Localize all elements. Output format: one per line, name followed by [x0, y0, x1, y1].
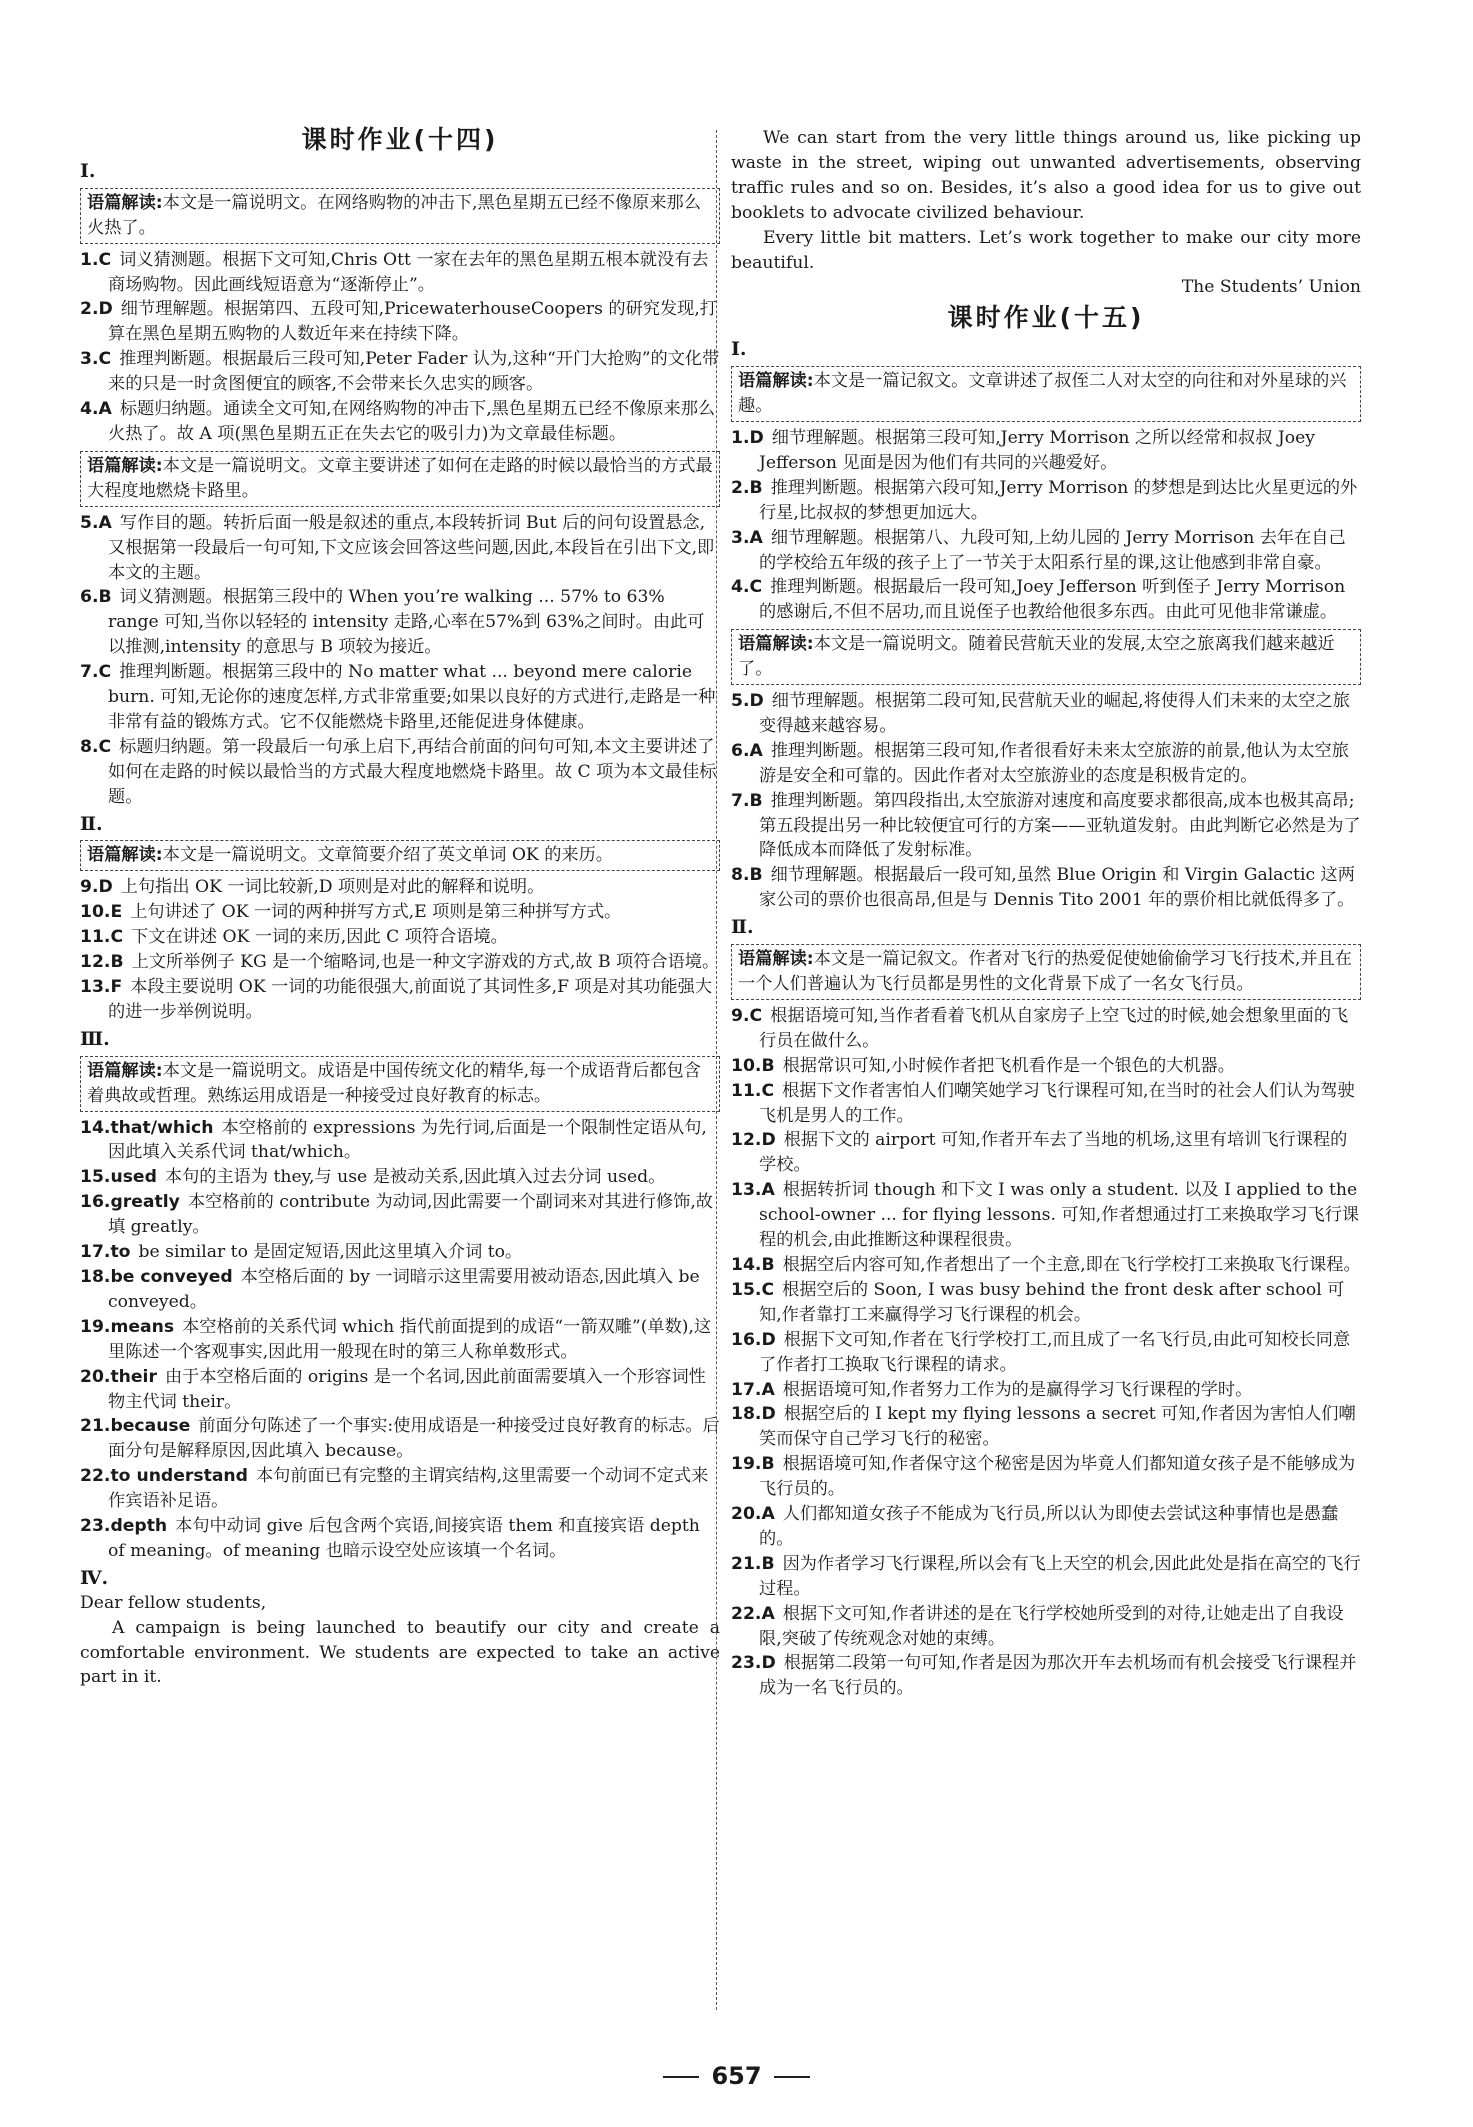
answer-key: B: [749, 865, 763, 886]
answer-key: B: [761, 1553, 775, 1574]
summary-label: 语篇解读:: [87, 845, 163, 866]
answer-key: to: [110, 1242, 131, 1263]
answer-item: [731, 1651, 1361, 1701]
explanation-text: 上句指出 OK 一词比较新,D 项则是对此的解释和说明。: [120, 877, 545, 898]
answer-item: [80, 1116, 720, 1166]
summary-text: 本文是一篇记叙文。作者对飞行的热爱促使她偷偷学习飞行技术,并且在一个人们普遍认为飞行员都是男性的文化背景下成了一名女飞行员。: [738, 949, 1352, 994]
answer-item: [731, 1402, 1361, 1452]
explanation-text: 根据转折词 though 和下文 I was only a student. 以及 I applied to the school-owner ... for flying lessons. 可知,作者想通过打工来换取学习飞行课程的机会,由此推断这种课程很贵。: [759, 1180, 1360, 1251]
answer-key: C: [98, 662, 112, 683]
question-number: 20.: [80, 1366, 111, 1387]
question-number: 8.: [731, 865, 750, 886]
question-number: 9.: [80, 877, 99, 898]
answer-key: greatly: [110, 1192, 180, 1213]
answer-key: B: [761, 1055, 775, 1076]
answer-key: A: [749, 740, 763, 761]
answer-item: [731, 1004, 1361, 1054]
summary-label: 语篇解读:: [87, 192, 163, 213]
summary-text: 本文是一篇说明文。成语是中国传统文化的精华,每一个成语背后都包含着典故或哲理。熟练运用成语是一种接受过良好教育的标志。: [87, 1060, 701, 1106]
summary-text: 本文是一篇说明文。文章主要讲述了如何在走路的时候以最恰当的方式最大程度地燃烧卡路里。: [87, 455, 713, 501]
summary-text: 本文是一篇说明文。在网络购物的冲击下,黑色星期五已经不像原来那么火热了。: [87, 192, 701, 238]
question-number: 13.: [80, 977, 111, 997]
question-number: 22.: [80, 1466, 111, 1487]
explanation-text: 推理判断题。根据第三段中的 No matter what ... beyond mere calorie burn. 可知,无论你的速度怎样,方式非常重要;如果以良好的方式进行,走路是一种非常有益的锻炼方式。它不仅能燃烧卡路里,还能促进身体健康。: [108, 662, 716, 732]
answer-key: F: [110, 977, 123, 997]
explanation-text: 上文所举例子 KG 是一个缩略词,也是一种文字游戏的方式,故 B 项符合语境。: [131, 952, 720, 973]
part-label: Ⅳ.: [80, 1566, 109, 1589]
summary-label: 语篇解读:: [738, 371, 814, 392]
passage-summary-box: [731, 944, 1361, 1000]
question-number: 10.: [731, 1055, 762, 1076]
question-number: 7.: [80, 662, 99, 683]
question-number: 17.: [80, 1242, 111, 1263]
explanation-text: 本空格前的关系代词 which 指代前面提到的成语“一箭双雕”(单数),这里陈述一个客观事实,因此用一般现在时的第三人称单数形式。: [108, 1316, 712, 1362]
answer-item: [80, 1514, 720, 1564]
question-number: 23.: [80, 1516, 111, 1537]
letter-salutation: Dear fellow students,: [80, 1592, 267, 1613]
explanation-text: 推理判断题。根据最后一段可知,Joey Jefferson 听到侄子 Jerry Morrison 的感谢后,不但不居功,而且说侄子也教给他很多东西。由此可见他非常谦虚。: [759, 577, 1346, 623]
question-number: 13.: [731, 1180, 762, 1201]
page-number: [0, 2062, 1473, 2090]
answer-item: [80, 1165, 720, 1190]
answer-item: [731, 1502, 1361, 1552]
summary-text: 本文是一篇说明文。文章简要介绍了英文单词 OK 的来历。: [162, 845, 613, 866]
answer-list: [80, 511, 720, 810]
answer-item: [731, 1278, 1361, 1328]
explanation-text: 细节理解题。根据第四、五段可知,PricewaterhouseCoopers 的研究发现,打算在黑色星期五购物的人数近年来在持续下降。: [108, 299, 717, 345]
answer-key: C: [761, 1279, 775, 1300]
question-number: 7.: [731, 790, 750, 811]
answer-key: A: [761, 1603, 775, 1624]
answer-item: [80, 1240, 720, 1265]
explanation-text: 前面分句陈述了一个事实:使用成语是一种接受过良好教育的标志。后面分句是解释原因,因此填入 because。: [108, 1416, 720, 1462]
question-number: 15.: [80, 1167, 111, 1188]
explanation-text: 根据语境可知,作者努力工作为的是赢得学习飞行课程的学时。: [782, 1379, 1253, 1400]
answer-list: [80, 248, 720, 447]
right-column: [731, 126, 1361, 1701]
explanation-text: 本空格后面的 by 一词暗示这里需要用被动语态,因此填入 be conveyed。: [108, 1266, 700, 1312]
question-number: 11.: [80, 927, 111, 948]
answer-item: [80, 297, 720, 347]
explanation-text: 根据空后的 I kept my flying lessons a secret 可知,作者因为害怕人们嘲笑而保守自己学习飞行的秘密。: [759, 1404, 1356, 1450]
passage-summary-box: [80, 451, 720, 507]
answer-key: because: [110, 1416, 191, 1437]
question-number: 11.: [731, 1080, 762, 1101]
answer-key: depth: [110, 1516, 168, 1537]
answer-item: [80, 735, 720, 810]
answer-key: B: [761, 1254, 775, 1275]
explanation-text: 根据下文作者害怕人们嘲笑她学习飞行课程可知,在当时的社会人们认为驾驶飞机是男人的工作。: [759, 1080, 1355, 1126]
answer-item: [731, 1079, 1361, 1129]
answer-item: [80, 248, 720, 298]
answer-list: [80, 875, 720, 1024]
answer-item: [731, 689, 1361, 739]
question-number: 5.: [80, 512, 99, 533]
letter-signature: The Students’ Union: [1181, 277, 1361, 298]
answer-item: [80, 1315, 720, 1365]
section-title-15: 课时作业(十五): [947, 303, 1145, 333]
answer-item: [80, 1464, 720, 1514]
summary-label: 语篇解读:: [738, 634, 814, 655]
question-number: 22.: [731, 1603, 762, 1624]
question-number: 16.: [731, 1329, 762, 1350]
question-number: 21.: [731, 1553, 762, 1574]
answer-key: D: [761, 1653, 776, 1674]
answer-item: [731, 863, 1361, 913]
explanation-text: 根据常识可知,小时候作者把飞机看作是一个银色的大机器。: [782, 1055, 1235, 1076]
passage-summary-box: [80, 188, 720, 244]
answer-key: C: [98, 736, 112, 757]
answer-key: A: [761, 1180, 775, 1201]
answer-key: C: [110, 927, 124, 948]
question-number: 16.: [80, 1192, 111, 1213]
explanation-text: 根据下文可知,作者讲述的是在飞行学校她所受到的对待,让她走出了自我设限,突破了传统观念对她的束缚。: [759, 1603, 1344, 1649]
passage-summary-box: [80, 1056, 720, 1112]
answer-key: C: [98, 349, 112, 370]
answer-item: [731, 1602, 1361, 1652]
answer-key: A: [761, 1504, 775, 1525]
answer-item: [731, 575, 1361, 625]
question-number: 6.: [80, 587, 99, 608]
column-divider: [716, 130, 717, 2010]
part-label: Ⅱ.: [731, 916, 754, 939]
summary-label: 语篇解读:: [87, 1060, 163, 1081]
explanation-text: 标题归纳题。第一段最后一句承上启下,再结合前面的问句可知,本文主要讲述了如何在走路的时候以最恰当的方式最大程度地燃烧卡路里。故 C 项为本文最佳标题。: [108, 736, 717, 807]
question-number: 19.: [80, 1316, 111, 1337]
answer-item: [731, 1253, 1361, 1278]
question-number: 12.: [80, 952, 111, 973]
question-number: 20.: [731, 1504, 762, 1525]
page-number-value: 657: [711, 2062, 762, 2090]
question-number: 19.: [731, 1454, 762, 1475]
explanation-text: 根据第二段第一句可知,作者是因为那次开车去机场而有机会接受飞行课程并成为一名飞行员的。: [759, 1653, 1357, 1699]
question-number: 3.: [80, 349, 99, 370]
question-number: 18.: [731, 1404, 762, 1425]
question-number: 1.: [80, 249, 99, 270]
answer-key: used: [110, 1167, 157, 1188]
explanation-text: 词义猜测题。根据第三段中的 When you’re walking ... 57% to 63% range 可知,当你以轻轻的 intensity 走路,心率在57%到 63%之间时。由此可以推测,intensity 的意思与 B 项较为接近。: [108, 587, 705, 658]
answer-key: A: [98, 399, 112, 420]
explanation-text: 细节理解题。根据第八、九段可知,上幼儿园的 Jerry Morrison 去年在自己的学校给五年级的孩子上了一节关于太阳系行星的课,这让他感到非常自豪。: [759, 527, 1346, 573]
answer-item: [80, 900, 720, 925]
answer-key: D: [749, 427, 764, 448]
answer-item: [731, 1128, 1361, 1178]
answer-key: C: [749, 577, 763, 598]
answer-item: [731, 1378, 1361, 1403]
explanation-text: 推理判断题。根据第六段可知,Jerry Morrison 的梦想是到达比火星更远的外行星,比叔叔的梦想更加远大。: [759, 477, 1358, 523]
explanation-text: 推理判断题。根据第三段可知,作者很看好未来太空旅游的前景,他认为太空旅游是安全和可靠的。因此作者对太空旅游业的态度是积极肯定的。: [759, 740, 1349, 786]
answer-list: [80, 1116, 720, 1564]
answer-item: [80, 347, 720, 397]
question-number: 2.: [80, 299, 99, 320]
explanation-text: 根据下文的 airport 可知,作者开车去了当地的机场,这里有培训飞行课程的学校。: [759, 1130, 1348, 1176]
page-number-dash: [774, 2076, 810, 2078]
question-number: 3.: [731, 527, 750, 548]
explanation-text: 推理判断题。第四段指出,太空旅游对速度和高度要求都很高,成本也极其高昂;第五段提出另一种比较便宜可行的方案——亚轨道发射。由此判断它必然是为了降低成本而降低了发射标准。: [759, 790, 1361, 861]
answer-key: to understand: [110, 1466, 248, 1487]
answer-item: [80, 660, 720, 735]
answer-key: B: [98, 587, 112, 608]
question-number: 10.: [80, 902, 111, 923]
explanation-text: 人们都知道女孩子不能成为飞行员,所以认为即使去尝试这种事情也是愚蠢的。: [759, 1504, 1339, 1549]
answer-key: E: [110, 902, 123, 923]
answer-key: B: [749, 477, 763, 498]
answer-item: [80, 1190, 720, 1240]
answer-key: their: [110, 1366, 157, 1387]
answer-item: [731, 426, 1361, 476]
answer-item: [731, 739, 1361, 789]
answer-key: B: [761, 1454, 775, 1475]
question-number: 8.: [80, 736, 99, 757]
explanation-text: 标题归纳题。通读全文可知,在网络购物的冲击下,黑色星期五已经不像原来那么火热了。故 A 项(黑色星期五正在失去它的吸引力)为文章最佳标题。: [108, 399, 716, 444]
question-number: 23.: [731, 1653, 762, 1674]
page-number-dash: [663, 2076, 699, 2078]
explanation-text: 由于本空格后面的 origins 是一个名词,因此前面需要填入一个形容词性物主代词 their。: [108, 1366, 706, 1412]
answer-key: be conveyed: [110, 1266, 233, 1287]
part-label: Ⅰ.: [80, 159, 96, 182]
answer-key: A: [761, 1379, 775, 1400]
answer-key: B: [110, 952, 124, 973]
question-number: 14.: [731, 1254, 762, 1275]
explanation-text: 细节理解题。根据最后一段可知,虽然 Blue Origin 和 Virgin Galactic 这两家公司的票价也很高昂,但是与 Dennis Tito 2001 年的票价相比就低得多了。: [759, 865, 1355, 911]
answer-key: A: [98, 512, 112, 533]
answer-item: [80, 875, 720, 900]
answer-item: [80, 511, 720, 586]
answer-item: [80, 925, 720, 950]
question-number: 17.: [731, 1379, 762, 1400]
explanation-text: 本段主要说明 OK 一词的功能很强大,前面说了其词性多,F 项是对其功能强大的进一步举例说明。: [108, 977, 713, 1022]
explanation-text: 根据空后的 Soon, I was busy behind the front desk after school 可知,作者靠打工来赢得学习飞行课程的机会。: [759, 1279, 1345, 1325]
letter-paragraph: A campaign is being launched to beautify our city and create a comfortable environment. We students are expected to take an active part in it.: [80, 1617, 720, 1688]
answer-key: means: [110, 1316, 175, 1337]
explanation-text: be similar to 是固定短语,因此这里填入介词 to。: [138, 1242, 523, 1263]
answer-item: [731, 1552, 1361, 1602]
answer-key: C: [98, 249, 112, 270]
passage-summary-box: [80, 840, 720, 871]
part-label: Ⅲ.: [80, 1027, 110, 1050]
summary-label: 语篇解读:: [738, 949, 814, 970]
answer-item: [80, 585, 720, 660]
summary-text: 本文是一篇说明文。随着民营航天业的发展,太空之旅离我们越来越近了。: [738, 634, 1335, 680]
passage-summary-box: [731, 366, 1361, 422]
answer-key: C: [761, 1080, 775, 1101]
letter-paragraph: We can start from the very little things around us, like picking up waste in the street, wiping out unwanted advertisements, observing traffic rules and so on. Besides, it’s also a good idea for us to give out booklets to advocate civilized behaviour.: [731, 128, 1361, 223]
question-number: 6.: [731, 740, 750, 761]
part-label: Ⅰ.: [731, 338, 747, 361]
question-number: 5.: [731, 691, 750, 712]
passage-summary-box: [731, 629, 1361, 685]
question-number: 15.: [731, 1279, 762, 1300]
explanation-text: 词义猜测题。根据下文可知,Chris Ott 一家在去年的黑色星期五根本就没有去商场购物。因此画线短语意为“逐渐停止”。: [108, 249, 709, 295]
answer-item: [731, 1452, 1361, 1502]
answer-key: D: [98, 299, 113, 320]
answer-item: [80, 975, 720, 1025]
answer-key: D: [98, 877, 113, 898]
explanation-text: 根据语境可知,当作者看着飞机从自家房子上空飞过的时候,她会想象里面的飞行员在做什么。: [759, 1005, 1349, 1051]
explanation-text: 本句的主语为 they,与 use 是被动关系,因此填入过去分词 used。: [164, 1167, 666, 1188]
part-label: Ⅱ.: [80, 812, 103, 835]
answer-item: [80, 1265, 720, 1315]
letter-paragraph: Every little bit matters. Let’s work together to make our city more beautiful.: [731, 227, 1361, 273]
answer-item: [731, 1054, 1361, 1079]
explanation-text: 本句中动词 give 后包含两个宾语,间接宾语 them 和直接宾语 depth of meaning。of meaning 也暗示设空处应该填一个名词。: [108, 1516, 700, 1561]
explanation-text: 本空格前的 contribute 为动词,因此需要一个副词来对其进行修饰,故填 greatly。: [108, 1192, 713, 1238]
answer-key: A: [749, 527, 763, 548]
answer-key: that/which: [110, 1117, 214, 1138]
explanation-text: 细节理解题。根据第三段可知,Jerry Morrison 之所以经常和叔叔 Joey Jefferson 见面是因为他们有共同的兴趣爱好。: [759, 427, 1316, 473]
question-number: 4.: [731, 577, 750, 598]
explanation-text: 根据语境可知,作者保守这个秘密是因为毕竟人们都知道女孩子是不能够成为飞行员的。: [759, 1454, 1356, 1500]
explanation-text: 本句前面已有完整的主谓宾结构,这里需要一个动词不定式来作宾语补足语。: [108, 1466, 709, 1512]
question-number: 12.: [731, 1130, 762, 1151]
summary-text: 本文是一篇记叙文。文章讲述了叔侄二人对太空的向往和对外星球的兴趣。: [738, 371, 1347, 417]
explanation-text: 细节理解题。根据第二段可知,民营航天业的崛起,将使得人们未来的太空之旅变得越来越容易。: [759, 691, 1350, 736]
question-number: 9.: [731, 1005, 750, 1026]
answer-item: [731, 1178, 1361, 1253]
explanation-text: 下文在讲述 OK 一词的来历,因此 C 项符合语境。: [131, 927, 508, 948]
question-number: 2.: [731, 477, 750, 498]
left-column: [80, 122, 720, 1690]
answer-item: [731, 789, 1361, 864]
question-number: 1.: [731, 427, 750, 448]
explanation-text: 根据下文可知,作者在飞行学校打工,而且成了一名飞行员,由此可知校长同意了作者打工换取飞行课程的请求。: [759, 1329, 1351, 1375]
answer-key: C: [749, 1005, 763, 1026]
explanation-text: 推理判断题。根据最后三段可知,Peter Fader 认为,这种“开门大抢购”的文化带来的只是一时贪图便宜的顾客,不会带来长久忠实的顾客。: [108, 349, 720, 395]
answer-list: [731, 689, 1361, 913]
section-title-14: 课时作业(十四): [301, 125, 499, 154]
answer-item: [731, 526, 1361, 576]
question-number: 4.: [80, 399, 99, 420]
answer-key: D: [761, 1404, 776, 1425]
answer-item: [80, 1365, 720, 1415]
question-number: 18.: [80, 1266, 111, 1287]
answer-list: [731, 426, 1361, 625]
question-number: 14.: [80, 1117, 111, 1138]
answer-item: [731, 476, 1361, 526]
answer-item: [80, 397, 720, 447]
answer-item: [80, 1414, 720, 1464]
explanation-text: 因为作者学习飞行课程,所以会有飞上天空的机会,因此此处是指在高空的飞行过程。: [759, 1553, 1361, 1599]
answer-key: D: [761, 1130, 776, 1151]
explanation-text: 本空格前的 expressions 为先行词,后面是一个限制性定语从句,因此填入关系代词 that/which。: [108, 1117, 707, 1163]
summary-label: 语篇解读:: [87, 455, 163, 476]
explanation-text: 上句讲述了 OK 一词的两种拼写方式,E 项则是第三种拼写方式。: [130, 902, 622, 923]
explanation-text: 根据空后内容可知,作者想出了一个主意,即在飞行学校打工来换取飞行课程。: [782, 1254, 1361, 1275]
answer-key: D: [749, 691, 764, 712]
answer-key: D: [761, 1329, 776, 1350]
explanation-text: 写作目的题。转折后面一般是叙述的重点,本段转折词 But 后的问句设置悬念,又根据第一段最后一句可知,下文应该会回答这些问题,因此,本段旨在引出下文,即本文的主题。: [108, 512, 715, 583]
answer-key: B: [749, 790, 763, 811]
question-number: 21.: [80, 1416, 111, 1437]
answer-list: [731, 1004, 1361, 1701]
answer-item: [731, 1328, 1361, 1378]
answer-item: [80, 950, 720, 975]
